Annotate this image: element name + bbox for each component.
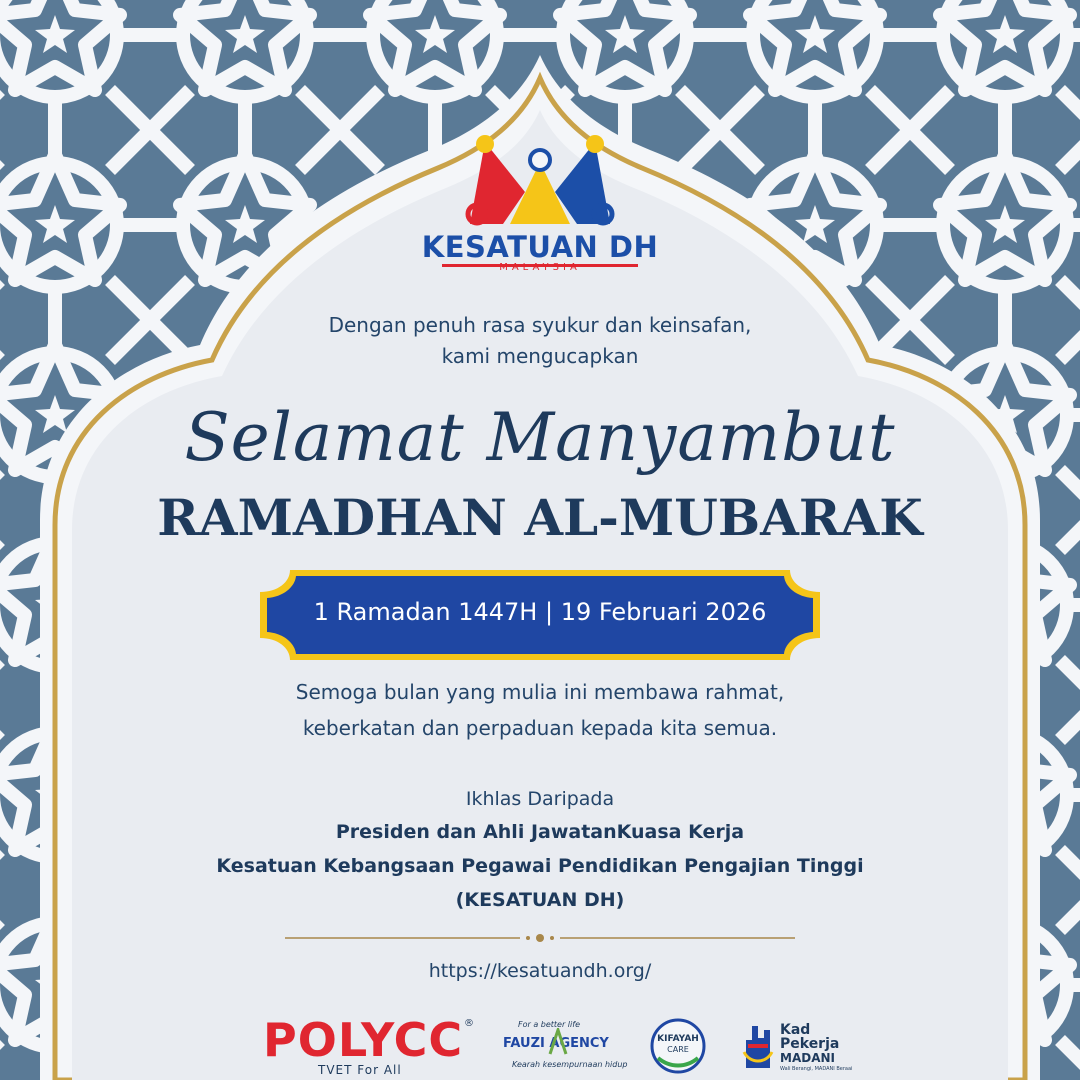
signature-line-1: Presiden dan Ahli JawatanKuasa Kerja xyxy=(335,821,745,843)
polycc-mark: ® xyxy=(464,1018,474,1029)
fauzi-top: For a better life xyxy=(518,1020,580,1029)
org-logo-name: KESATUAN DH xyxy=(421,230,659,264)
headline: RAMADHAN AL-MUBARAK xyxy=(157,488,923,547)
intro-line-1: Dengan penuh rasa syukur dan keinsafan, xyxy=(328,313,752,337)
madani-hand-icon xyxy=(740,1022,776,1070)
org-logo-sub: MALAYSIA xyxy=(499,262,581,273)
website-link[interactable]: https://kesatuandh.org/ xyxy=(428,960,652,982)
kad-line-1: Kad xyxy=(780,1022,811,1038)
kad-line-2: Pekerja xyxy=(780,1036,840,1052)
intro-line-2: kami mengucapkan xyxy=(441,344,639,368)
signature-line-3: (KESATUAN DH) xyxy=(455,889,625,911)
fauzi-bottom: Kearah kesempurnaan hidup xyxy=(512,1060,628,1069)
kesatuan-dh-logo-icon xyxy=(455,132,625,232)
kifayah-sub: CARE xyxy=(667,1045,689,1054)
signature-line-2: Kesatuan Kebangsaan Pegawai Pendidikan Pengajian Tinggi xyxy=(216,855,864,877)
polycc-tagline: TVET For All xyxy=(318,1063,402,1077)
fauzi-swoosh-icon xyxy=(548,1028,568,1056)
polycc-name: POLYCC xyxy=(263,1013,464,1067)
wish-line-1: Semoga bulan yang mulia ini membawa rahmat, xyxy=(295,680,785,704)
kifayah-name: KIFAYAH xyxy=(657,1034,699,1044)
from-label: Ikhlas Daripada xyxy=(465,788,615,810)
kad-line-3: MADANI xyxy=(780,1051,835,1065)
wish-line-2: keberkatan dan perpaduan kepada kita semua. xyxy=(302,716,778,740)
fauzi-name: FAUZI AGENCY xyxy=(503,1036,609,1051)
script-title: Selamat Manyambut xyxy=(184,399,896,476)
date-banner-text: 1 Ramadan 1447H | 19 Februari 2026 xyxy=(313,598,767,626)
ornament-divider-icon xyxy=(285,930,795,946)
kad-note: Wali Berangi, MADANI Beraai xyxy=(780,1066,853,1072)
